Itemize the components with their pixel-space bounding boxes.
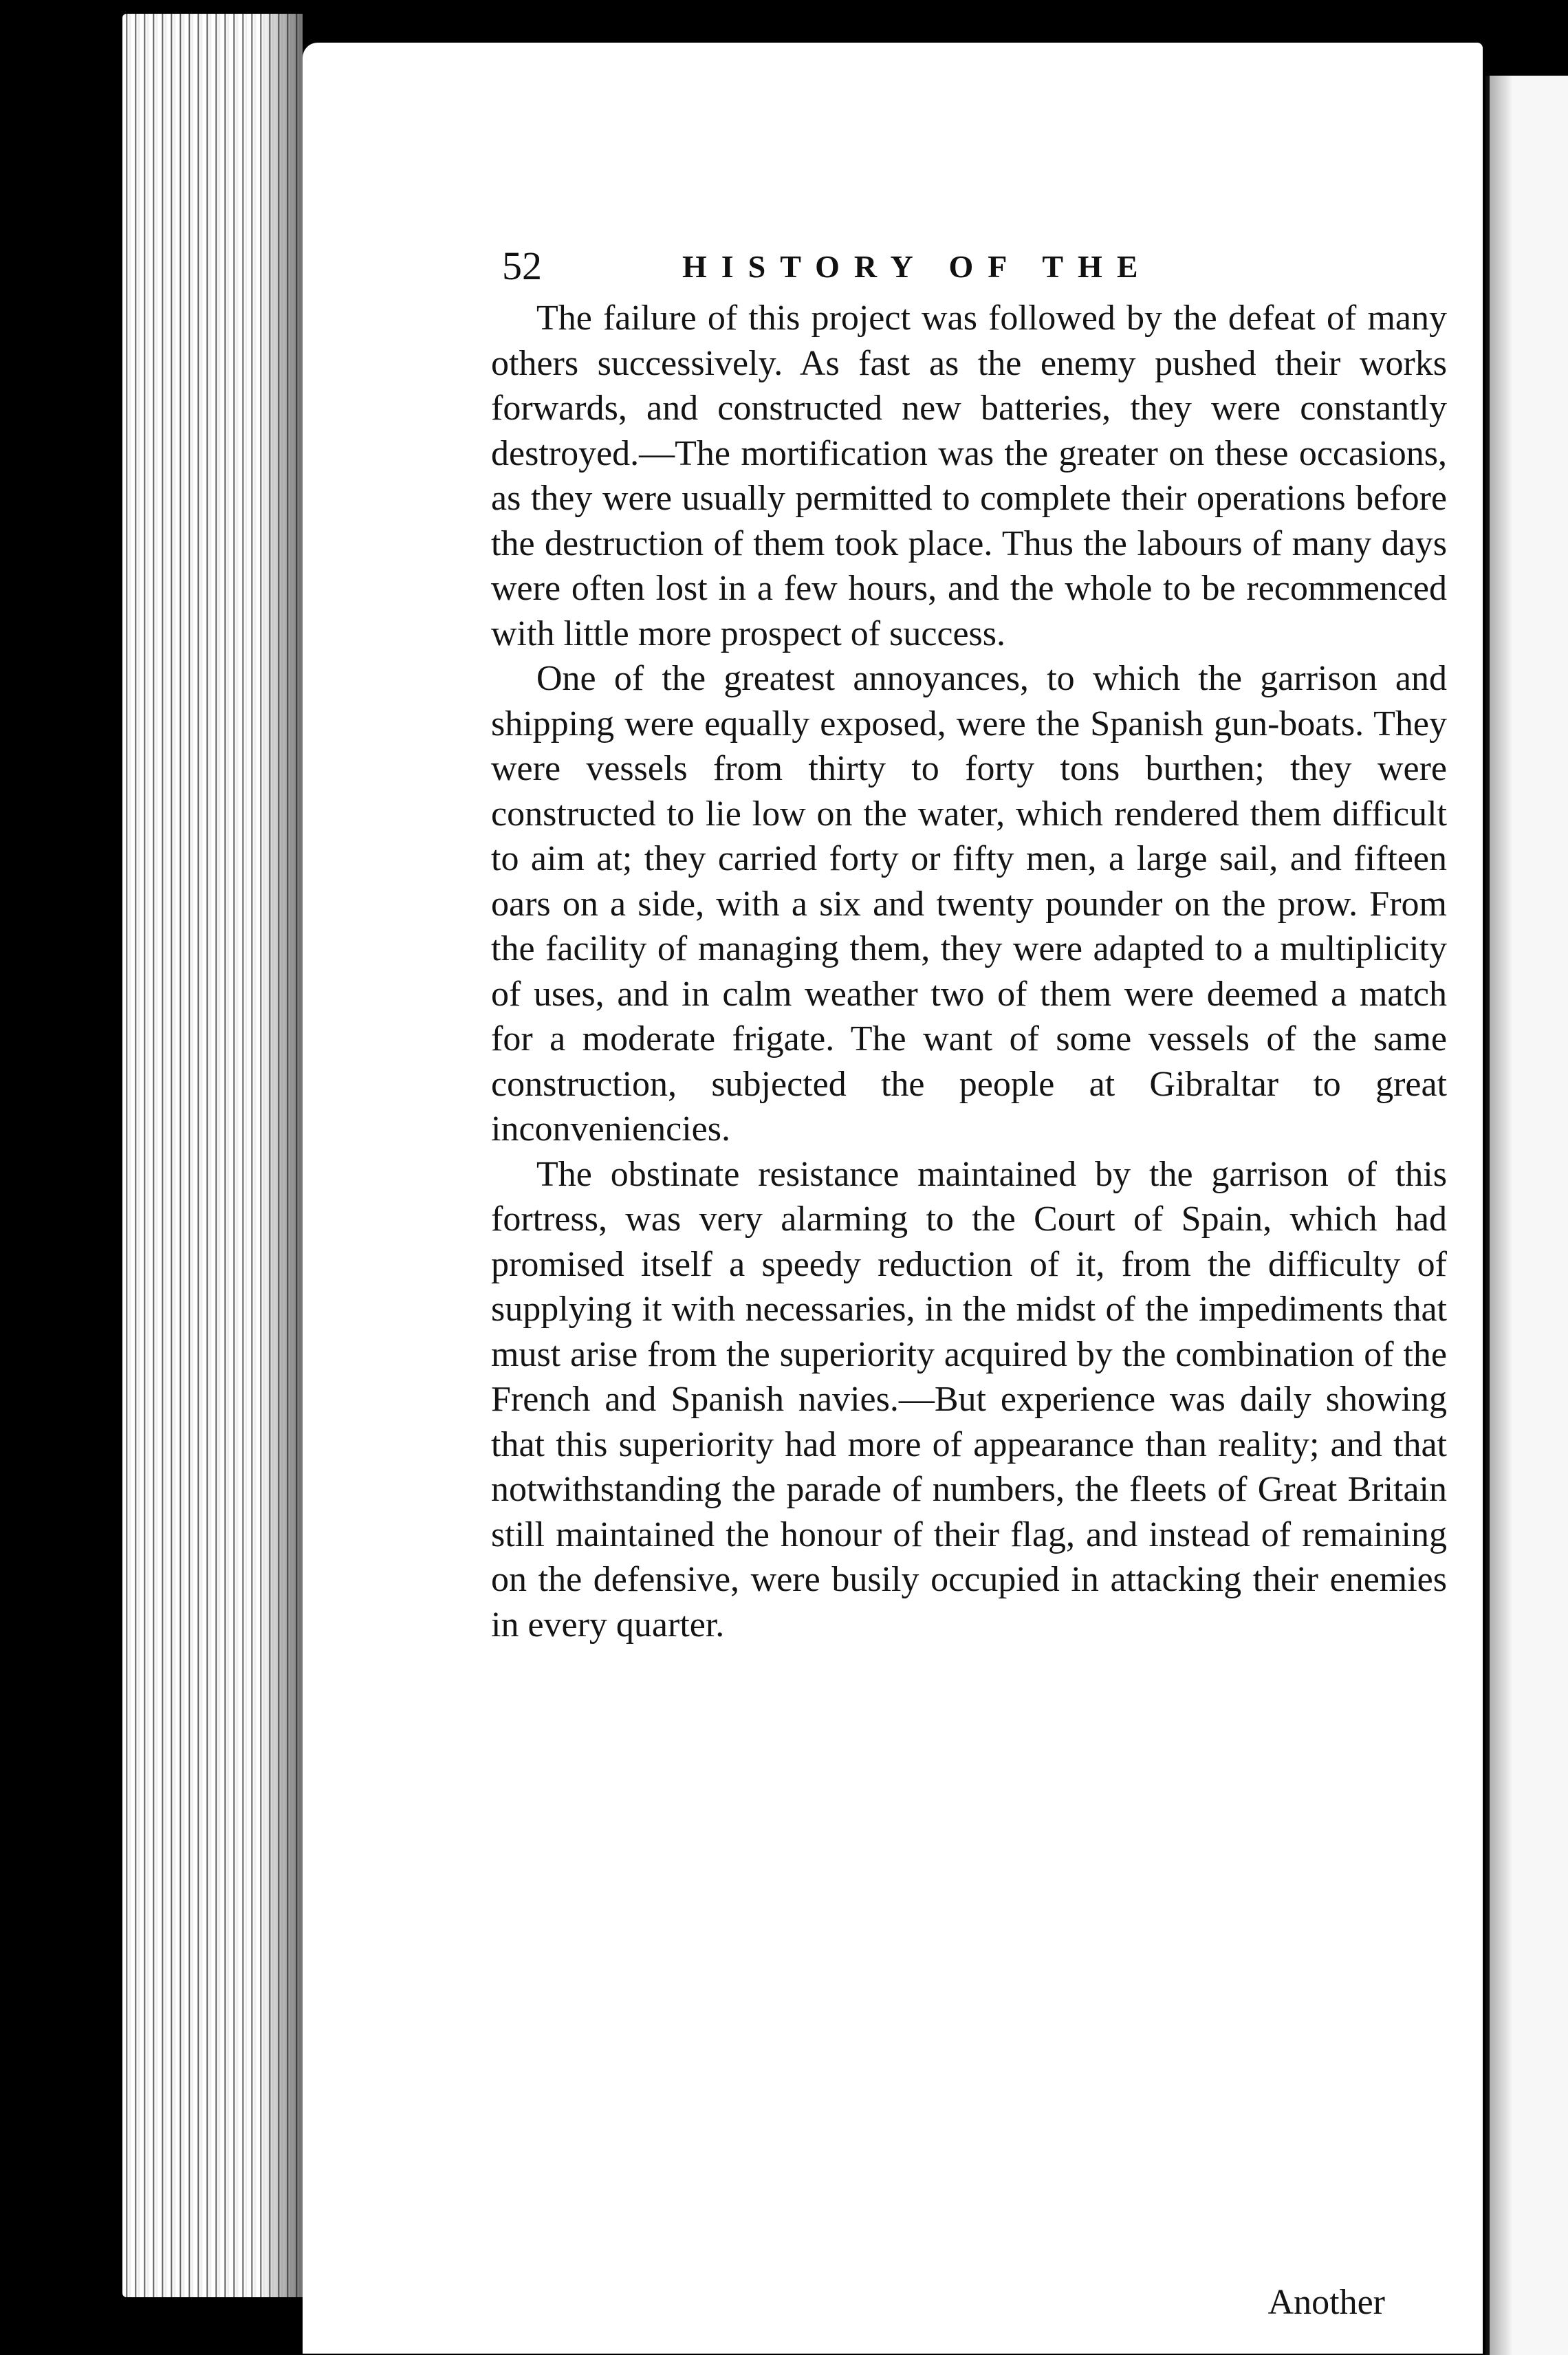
paragraph-2: One of the greatest annoyances, to which the garrison and shipping were equally exposed, were the Spanish gun-boats. They were vessels from thirty to forty tons burthen; they were constructed to lie low on the water, which rendered them difficult to aim at; they carried forty or fifty men, a large sail, and fifteen oars on a side, with a six and twenty pounder on the prow. From the facility of managing them, they were adapted to a multiplicity of uses, and in calm weather two of them were deemed a match for a moderate frigate. The want of some vessels of the same construction, subjected the people at Gibraltar to great inconveniencies.	[491, 659, 1447, 1149]
running-head	[502, 242, 1245, 290]
catchword: Another	[1267, 2283, 1385, 2322]
paragraph-1: The failure of this project was followed by the defeat of many others successively. As fast as the enemy pushed their works forwards, and constructed new batteries, they were constantly destroyed.—The mortification was the greater on these occasions, as they were usually permitted to complete their operations before the destruction of them took place. Thus the labours of many days were often lost in a few hours, and the whole to be recommenced with little more prospect of success.	[491, 299, 1447, 653]
running-title: HISTORY OF THE	[682, 249, 1153, 284]
gutter-shadow	[261, 14, 303, 2297]
paragraph-3: The obstinate resistance maintained by the garrison of this fortress, was very alarming to the Court of Spain, which had promised itself a speedy reduction of it, from the difficulty of supplying it with necessaries, in the midst of the impediments that must arise from the superiority acquired by the combination of the French and Spanish navies.—But experience was daily showing that this superiority had more of appearance than reality; and that notwithstanding the parade of numbers, the fleets of Great Britain still maintained the honour of their flag, and instead of remaining on the defensive, were busily occupied in attacking their enemies in every quarter.	[491, 1154, 1447, 1645]
body-text	[491, 296, 1447, 2322]
facing-page-shadow	[1485, 76, 1513, 2355]
page-number: 52	[502, 243, 542, 288]
